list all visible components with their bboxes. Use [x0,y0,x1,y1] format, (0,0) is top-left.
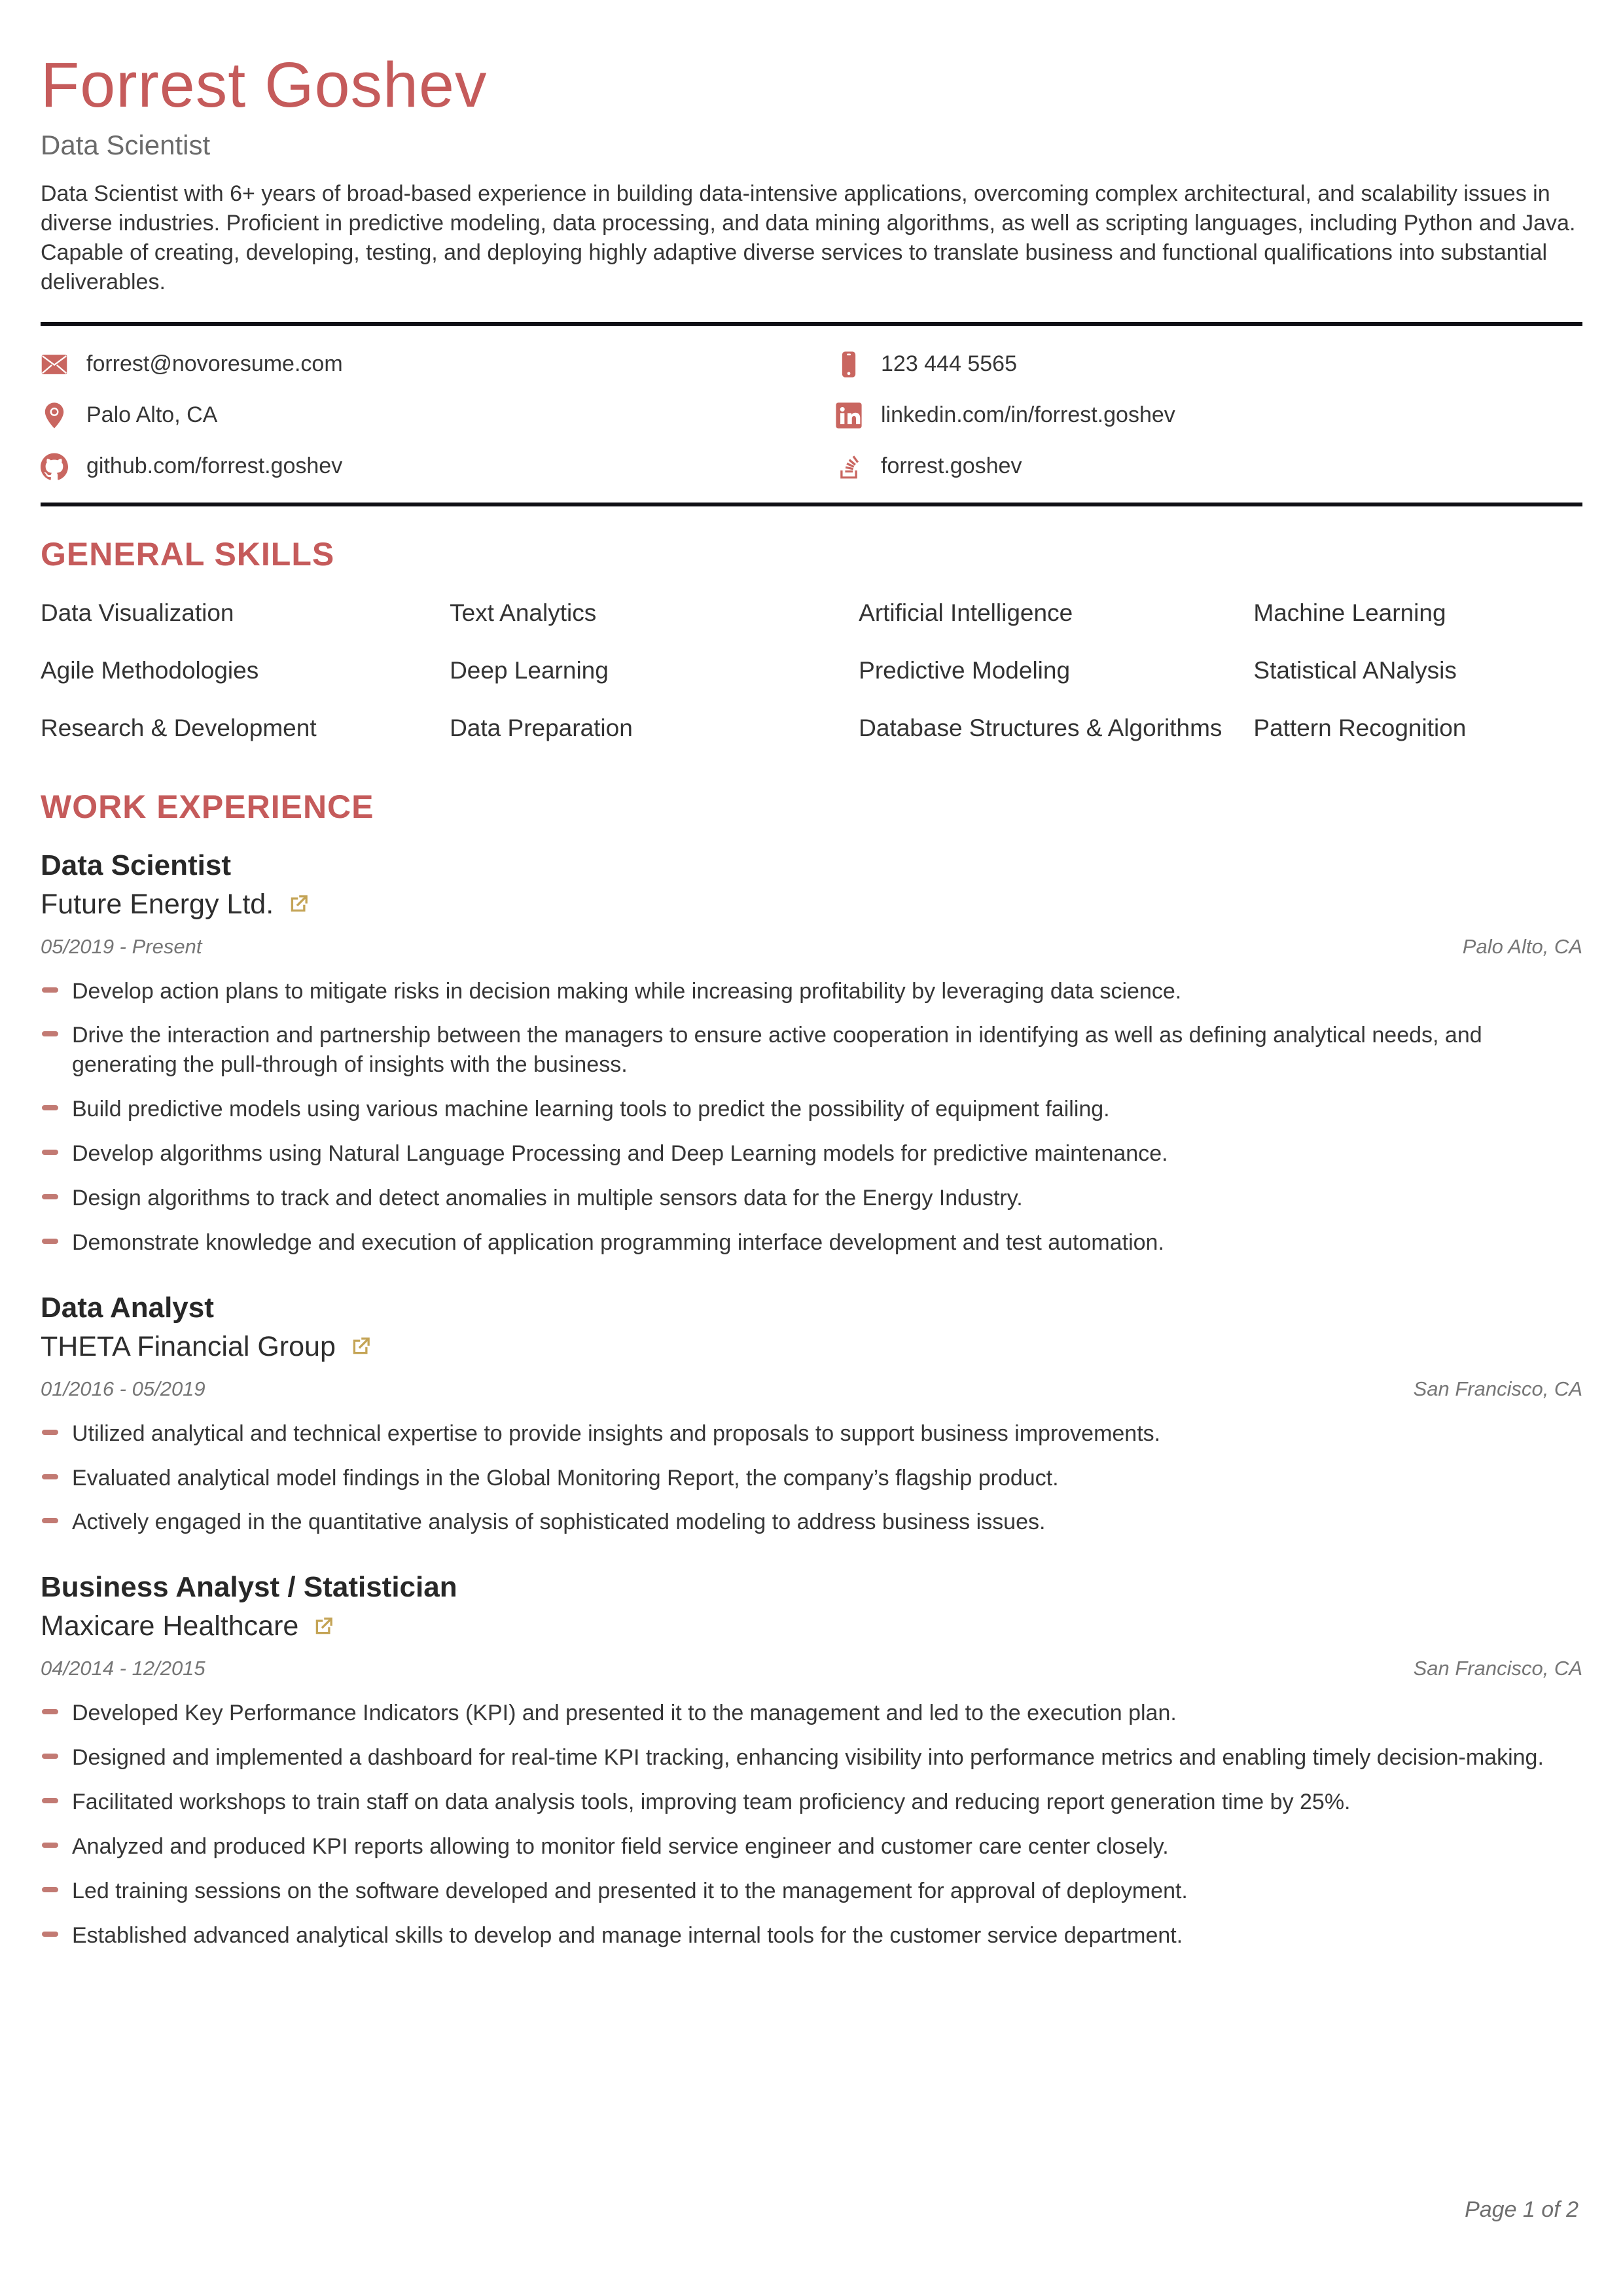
skill-item: Statistical ANalysis [1253,656,1457,684]
skill-item: Research & Development [41,714,317,741]
bullet-item: Actively engaged in the quantitative analysis of sophisticated modeling to address business issues. [41,1508,1582,1537]
skill-item: Text Analytics [450,599,597,626]
contact-item-phone [812,351,1582,378]
job-entry [41,1571,1582,1950]
bullet-item: Develop algorithms using Natural Language Processing and Deep Learning models for predictive maintenance. [41,1139,1582,1169]
skill-item: Pattern Recognition [1253,714,1467,741]
contact-stackoverflow-value: forrest.goshev [881,453,1022,478]
contact-bar [41,326,1582,503]
company-line [41,889,1582,921]
skill-item: Machine Learning [1253,599,1446,626]
person-name: Forrest Goshev [41,49,488,120]
email-icon [41,351,68,378]
bullet-item: Build predictive models using various machine learning tools to predict the possibility of equipment failing. [41,1095,1582,1124]
contact-location-value: Palo Alto, CA [86,402,218,427]
job-location: San Francisco, CA [1413,1657,1582,1680]
skill-item: Deep Learning [450,656,609,684]
company-name: THETA Financial Group [41,1330,336,1362]
job-period: 01/2016 - 05/2019 [41,1377,205,1400]
job-location: Palo Alto, CA [1462,934,1582,958]
skill-item: Data Preparation [450,714,633,741]
job-bullets [41,977,1582,1258]
company-line [41,1610,1582,1642]
skills-grid [41,599,1582,742]
job-bullets [41,1699,1582,1950]
job-entry [41,1292,1582,1538]
contact-item-stackoverflow[interactable] [812,453,1582,480]
section-work-experience [41,788,1582,1966]
section-general-skills [41,535,1582,742]
bullet-item: Design algorithms to track and detect anomalies in multiple sensors data for the Energy Industry. [41,1184,1582,1213]
job-meta-row [41,1657,1582,1680]
page-indicator: Page 1 of 2 [1465,2197,1578,2222]
job-meta-row [41,935,1582,959]
stackoverflow-icon [835,453,863,480]
skill-item: Agile Methodologies [41,656,259,684]
bullet-item: Drive the interaction and partnership between the managers to ensure active cooperation in identifying as well as defining analytical needs, and generating the pull-through of insights with the business. [41,1021,1582,1080]
location-icon [41,402,68,429]
linkedin-icon [835,402,863,429]
job-title: Data Analyst [41,1291,214,1324]
bullet-item: Developed Key Performance Indicators (KPI) and presented it to the management and led to the execution plan. [41,1699,1582,1728]
contact-github-value: github.com/forrest.goshev [86,453,343,478]
contact-item-location [41,402,812,429]
contact-email-value: forrest@novoresume.com [86,351,343,376]
phone-icon [835,351,863,378]
contact-linkedin-value: linkedin.com/in/forrest.goshev [881,402,1175,427]
bullet-item: Established advanced analytical skills to develop and manage internal tools for the customer service department. [41,1921,1582,1951]
job-bullets [41,1419,1582,1538]
job-location: San Francisco, CA [1413,1377,1582,1400]
job-title: Data Scientist [41,849,231,881]
bullet-item: Utilized analytical and technical expertise to provide insights and proposals to support business improvements. [41,1419,1582,1449]
company-name: Future Energy Ltd. [41,888,274,920]
company-line [41,1331,1582,1363]
bullet-item: Demonstrate knowledge and execution of application programming interface development and test automation. [41,1228,1582,1258]
contact-phone-value: 123 444 5565 [881,351,1017,376]
skill-item: Artificial Intelligence [859,599,1073,626]
bullet-item: Led training sessions on the software developed and presented it to the management for approval of deployment. [41,1877,1582,1906]
job-entry [41,849,1582,1258]
external-link-icon[interactable] [349,1335,372,1358]
external-link-icon[interactable] [287,892,310,916]
bullet-item: Develop action plans to mitigate risks in decision making while increasing profitability by leveraging data science. [41,977,1582,1006]
summary-paragraph: Data Scientist with 6+ years of broad-based experience in building data-intensive applications, overcoming complex architectural, and scalability issues in diverse industries. Proficient in predictive modeling, data processing, and data mining algorithms, as well as scripting languages, including Python and Java. Capable of creating, developing, testing, and deploying highly adaptive diverse services to translate business and functional qualifications into substantial deliverables. [41,181,1576,294]
work-experience-heading: WORK EXPERIENCE [41,788,374,825]
job-period: 04/2014 - 12/2015 [41,1657,205,1680]
contact-item-linkedin[interactable] [812,402,1582,429]
contact-item-github[interactable] [41,453,812,480]
skill-item: Data Visualization [41,599,234,626]
general-skills-heading: GENERAL SKILLS [41,535,335,573]
bullet-item: Designed and implemented a dashboard for real-time KPI tracking, enhancing visibility into performance metrics and enabling timely decision-making. [41,1743,1582,1773]
resume-header [41,48,1582,297]
job-meta-row [41,1377,1582,1401]
skill-item: Predictive Modeling [859,656,1071,684]
skill-item: Database Structures & Algorithms [859,714,1222,741]
job-title: Business Analyst / Statistician [41,1571,457,1604]
github-icon [41,453,68,480]
job-period: 05/2019 - Present [41,934,202,958]
bullet-item: Analyzed and produced KPI reports allowing to monitor field service engineer and customer care center closely. [41,1832,1582,1862]
contact-divider [41,503,1582,506]
page-footer [41,2197,1582,2223]
contact-item-email[interactable] [41,351,812,378]
company-name: Maxicare Healthcare [41,1610,299,1642]
bullet-item: Facilitated workshops to train staff on data analysis tools, improving team proficiency and reducing report generation time by 25%. [41,1788,1582,1817]
bullet-item: Evaluated analytical model findings in the Global Monitoring Report, the company’s flagship product. [41,1464,1582,1493]
person-job-title: Data Scientist [41,130,211,160]
external-link-icon[interactable] [312,1615,335,1638]
